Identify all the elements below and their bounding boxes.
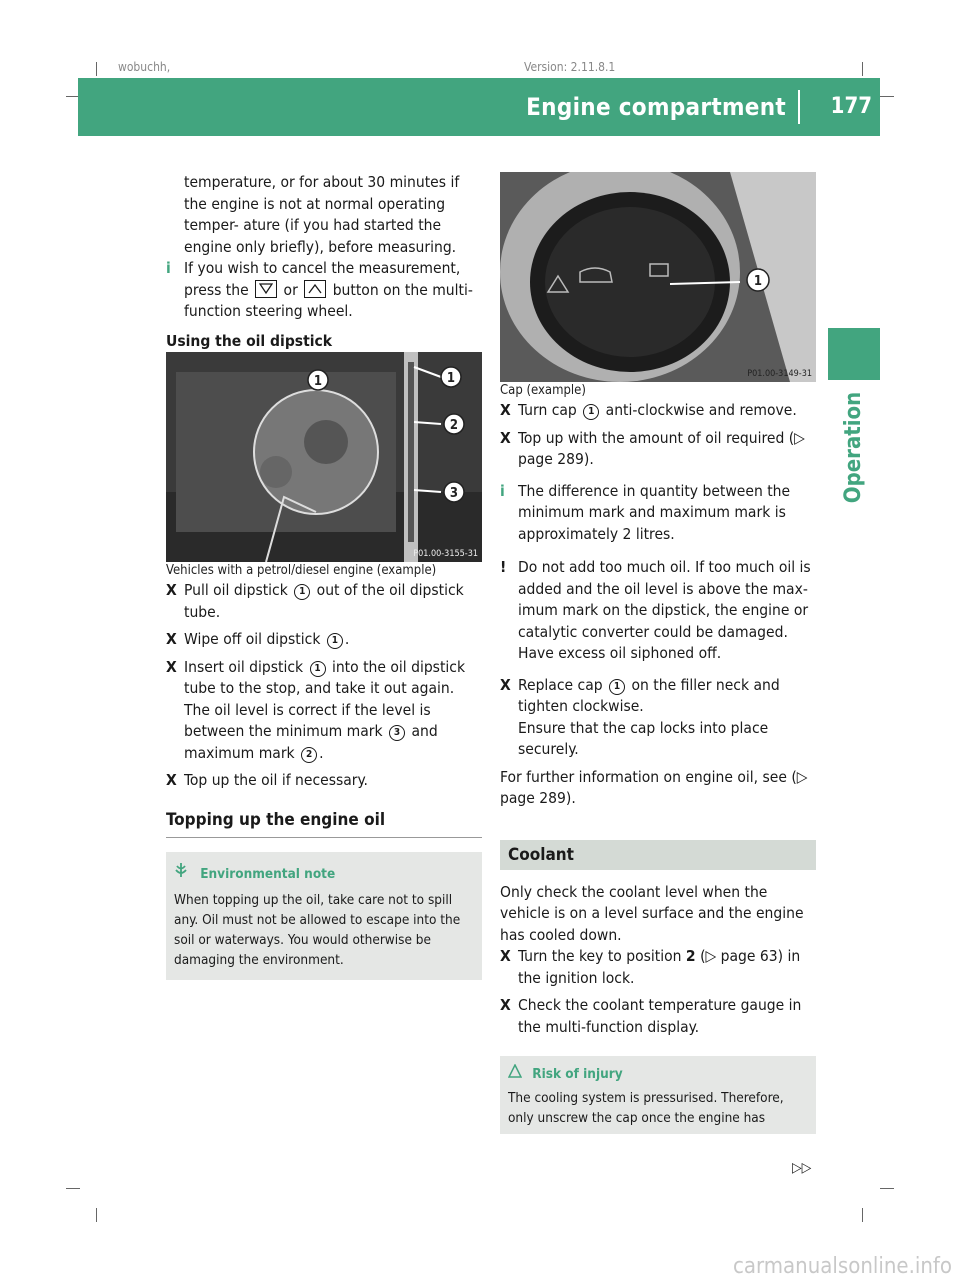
topping-heading: Topping up the engine oil xyxy=(166,810,482,839)
coolant-heading-text: Coolant xyxy=(508,844,574,865)
key-down-icon xyxy=(304,280,326,298)
cap-illustration xyxy=(500,172,816,382)
crop-mark xyxy=(862,62,863,76)
step-text: Wipe off oil dipstick xyxy=(184,630,321,648)
risk-text: The cooling system is pressurised. Therefore, only unscrew the cap once the engine has xyxy=(508,1090,784,1126)
meta-right: Version: 2.11.8.1 xyxy=(524,60,616,74)
step-marker: X xyxy=(500,996,511,1014)
callout-2: 2 xyxy=(301,747,317,763)
risk-title-text: Risk of injury xyxy=(532,1066,623,1082)
environmental-note xyxy=(166,852,482,980)
step-check-gauge xyxy=(500,995,816,1038)
step-topup xyxy=(166,770,482,792)
step-top-up-amount xyxy=(500,428,816,471)
page-number: 177 xyxy=(830,94,872,119)
image-code: P01.00-3149-31 xyxy=(747,369,812,379)
crop-mark xyxy=(862,1208,863,1222)
step-turn-cap xyxy=(500,400,816,422)
step-replace-cap xyxy=(500,675,816,761)
intro-text: temperature, or for about 30 minutes if the engine is not at normal operating temper- ature (if you had started the engine only briefly), before measuring. xyxy=(184,173,460,256)
step-marker: X xyxy=(500,401,511,419)
callout-1: 1 xyxy=(327,633,343,649)
header-bar xyxy=(78,78,880,136)
note-text: The difference in quantity between the minimum mark and maximum mark is approximately 2 litres. xyxy=(518,481,791,543)
step-marker: X xyxy=(500,675,511,694)
step-text: Turn the key to position xyxy=(518,947,682,965)
info-icon: i xyxy=(500,481,505,500)
step-turn-key xyxy=(500,946,816,989)
step-marker: X xyxy=(500,428,511,447)
note-cancel xyxy=(166,258,482,323)
callout-1: 1 xyxy=(313,374,323,389)
callout-3: 3 xyxy=(389,725,405,741)
step-text: Replace cap xyxy=(518,675,603,694)
coolant-text: Only check the coolant level when the vehicle is on a level surface and the engine has cooled down. xyxy=(500,882,804,944)
image-caption: Vehicles with a petrol/diesel engine (example) xyxy=(166,563,437,578)
callout-3: 3 xyxy=(449,486,459,501)
side-label xyxy=(828,392,880,502)
step-text: The oil level is correct if the level is between the minimum mark xyxy=(184,700,431,740)
warning-triangle-icon xyxy=(508,1064,528,1084)
step-text: Insert oil dipstick xyxy=(184,657,304,676)
info-icon: i xyxy=(166,259,171,277)
note-or: or xyxy=(283,280,298,299)
step-text: Pull oil dipstick xyxy=(184,581,288,599)
step-marker: X xyxy=(166,581,177,599)
watermark: carmanualsonline.info xyxy=(733,1254,952,1279)
callout-1: 1 xyxy=(753,274,763,289)
step-text: Ensure that the cap locks into place securely. xyxy=(518,718,769,758)
step-text: Top up with the amount of oil required (▷ page 289). xyxy=(518,428,805,468)
step-text: and maximum mark xyxy=(184,722,438,762)
step-insert xyxy=(166,657,482,765)
step-marker: X xyxy=(166,771,177,789)
step-text: . xyxy=(344,630,350,648)
step-marker: X xyxy=(166,657,177,676)
crop-mark xyxy=(880,1188,894,1189)
crop-mark xyxy=(96,62,97,76)
step-text: on the filler neck and tighten clockwise. xyxy=(518,675,780,715)
note-text: If you wish to cancel the measurement, press the xyxy=(184,259,461,299)
step-text: out of the oil dipstick tube. xyxy=(184,581,464,621)
env-title xyxy=(174,862,472,884)
left-column xyxy=(166,172,482,980)
step-text: anti-clockwise and remove. xyxy=(605,401,797,419)
step-marker: X xyxy=(166,630,177,648)
continue-icon: ▷▷ xyxy=(792,1160,812,1176)
step-text: Top up the oil if necessary. xyxy=(184,771,368,789)
callout-1: 1 xyxy=(583,404,599,420)
step-text: 2 xyxy=(685,947,696,965)
coolant-heading xyxy=(500,840,816,870)
step-text: (▷ page 63) in the ignition lock. xyxy=(518,947,801,987)
note-quantity xyxy=(500,481,816,546)
risk-note xyxy=(500,1056,816,1134)
callout-1: 1 xyxy=(609,679,625,695)
warning-icon: ! xyxy=(500,558,507,576)
callout-1: 1 xyxy=(446,371,456,386)
step-text: into the oil dipstick tube to the stop, and take it out again. xyxy=(184,657,466,697)
meta-left: wobuchh, xyxy=(118,60,171,74)
crop-mark xyxy=(96,1208,97,1222)
image-caption: Cap (example) xyxy=(500,383,586,398)
env-text: When topping up the oil, take care not to spill any. Oil must not be allowed to escape into the soil or waterways. You would otherwise be damaging the environment. xyxy=(174,892,461,968)
side-tab xyxy=(828,328,880,380)
step-text: . xyxy=(319,743,324,762)
engine-illustration xyxy=(166,352,482,562)
leaf-icon xyxy=(174,862,196,884)
crop-mark xyxy=(66,1188,80,1189)
dipstick-heading: Using the oil dipstick xyxy=(166,331,333,350)
step-text: Check the coolant temperature gauge in the multi-function display. xyxy=(518,996,802,1036)
page-title: Engine compartment xyxy=(526,90,800,124)
step-wipe xyxy=(166,629,482,651)
step-marker: X xyxy=(500,947,511,965)
callout-1: 1 xyxy=(310,661,326,677)
note-text: button on the multi- function steering wheel. xyxy=(184,280,473,320)
cap-photo xyxy=(500,172,816,382)
step-pull xyxy=(166,580,482,623)
engine-photo xyxy=(166,352,482,562)
env-title-text: Environmental note xyxy=(200,866,336,882)
side-label-text: Operation xyxy=(841,391,867,503)
callout-1: 1 xyxy=(294,584,310,600)
callout-2: 2 xyxy=(449,418,459,433)
image-code: P01.00-3155-31 xyxy=(413,549,478,559)
risk-title xyxy=(508,1064,808,1084)
crop-mark xyxy=(880,96,894,97)
key-up-icon xyxy=(255,280,277,298)
further-info: For further information on engine oil, see (▷ page 289). xyxy=(500,767,808,807)
right-column xyxy=(500,172,816,1134)
warning-text: Do not add too much oil. If too much oil is added and the oil level is above the max- imum mark on the dipstick, the engine or catalytic converter could be damaged. Have excess oil siphoned off. xyxy=(518,558,811,662)
warning-oil xyxy=(500,557,816,665)
step-text: Turn cap xyxy=(518,401,577,419)
